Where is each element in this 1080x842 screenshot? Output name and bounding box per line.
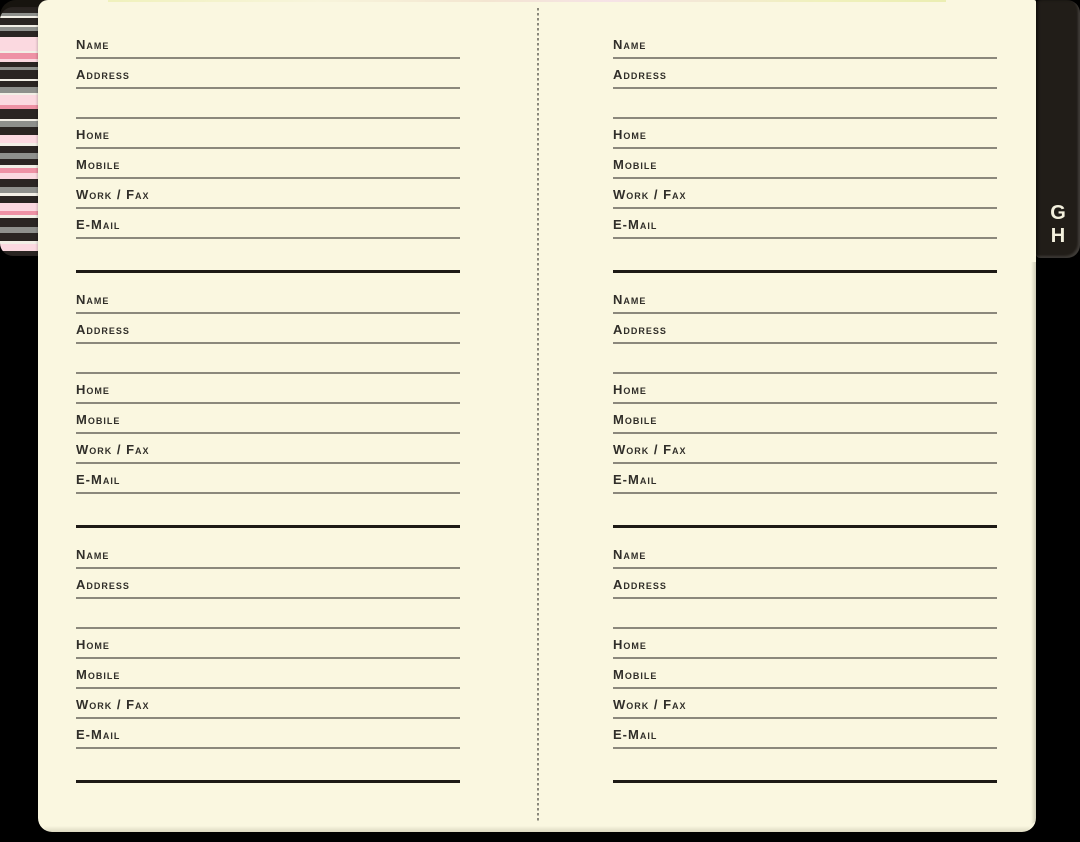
- home-label: Home: [613, 637, 647, 652]
- address-entry: [613, 18, 997, 273]
- work-fax-field-line[interactable]: [76, 434, 460, 464]
- work-fax-label: Work / Fax: [613, 442, 687, 457]
- work-fax-label: Work / Fax: [613, 697, 687, 712]
- name-label: Name: [76, 37, 110, 52]
- name-label: Name: [613, 547, 647, 562]
- address-label: Address: [613, 322, 667, 337]
- mobile-field-line[interactable]: [76, 404, 460, 434]
- work-fax-field-line[interactable]: [613, 434, 997, 464]
- address-entry: [613, 273, 997, 528]
- mobile-label: Mobile: [613, 667, 658, 682]
- home-field-line[interactable]: [613, 119, 997, 149]
- work-fax-label: Work / Fax: [76, 187, 150, 202]
- mobile-field-line[interactable]: [613, 659, 997, 689]
- tab-letter-g: G: [1050, 202, 1066, 224]
- address-label: Address: [613, 577, 667, 592]
- address-continuation-line[interactable]: [613, 344, 997, 374]
- work-fax-field-line[interactable]: [76, 179, 460, 209]
- home-label: Home: [613, 127, 647, 142]
- address-field-line[interactable]: [613, 314, 997, 344]
- mobile-field-line[interactable]: [76, 149, 460, 179]
- home-label: Home: [76, 637, 110, 652]
- page-spread: [38, 0, 1036, 832]
- address-entry: [76, 273, 460, 528]
- email-label: E-Mail: [613, 472, 658, 487]
- address-continuation-line[interactable]: [76, 344, 460, 374]
- tab-letter-h: H: [1050, 225, 1066, 247]
- address-continuation-line[interactable]: [76, 89, 460, 119]
- email-field-line[interactable]: [613, 209, 997, 239]
- address-label: Address: [76, 577, 130, 592]
- email-label: E-Mail: [613, 727, 658, 742]
- address-entry: [613, 528, 997, 783]
- email-field-line[interactable]: [76, 209, 460, 239]
- mobile-field-line[interactable]: [613, 404, 997, 434]
- page-right: [613, 0, 997, 783]
- name-field-line[interactable]: [76, 18, 460, 59]
- address-continuation-line[interactable]: [613, 599, 997, 629]
- mobile-label: Mobile: [76, 157, 121, 172]
- name-label: Name: [76, 292, 110, 307]
- name-label: Name: [76, 547, 110, 562]
- home-label: Home: [76, 382, 110, 397]
- page-left: [76, 0, 460, 783]
- work-fax-label: Work / Fax: [76, 697, 150, 712]
- address-continuation-line[interactable]: [613, 89, 997, 119]
- address-continuation-line[interactable]: [76, 599, 460, 629]
- name-field-line[interactable]: [613, 528, 997, 569]
- work-fax-field-line[interactable]: [613, 179, 997, 209]
- spine-stripe-pattern: [0, 7, 39, 256]
- name-label: Name: [613, 292, 647, 307]
- home-field-line[interactable]: [613, 629, 997, 659]
- home-label: Home: [613, 382, 647, 397]
- index-tab-gh[interactable]: [1036, 0, 1080, 258]
- home-field-line[interactable]: [76, 629, 460, 659]
- name-field-line[interactable]: [76, 273, 460, 314]
- mobile-label: Mobile: [76, 412, 121, 427]
- address-label: Address: [613, 67, 667, 82]
- work-fax-label: Work / Fax: [76, 442, 150, 457]
- mobile-label: Mobile: [613, 157, 658, 172]
- address-field-line[interactable]: [76, 569, 460, 599]
- home-field-line[interactable]: [613, 374, 997, 404]
- email-label: E-Mail: [76, 727, 121, 742]
- name-field-line[interactable]: [76, 528, 460, 569]
- name-field-line[interactable]: [613, 273, 997, 314]
- stitch-gutter-line: [537, 8, 539, 822]
- email-field-line[interactable]: [76, 464, 460, 494]
- entry-divider: [76, 780, 460, 783]
- email-field-line[interactable]: [613, 719, 997, 749]
- home-field-line[interactable]: [76, 119, 460, 149]
- mobile-label: Mobile: [613, 412, 658, 427]
- mobile-field-line[interactable]: [76, 659, 460, 689]
- address-entry: [76, 528, 460, 783]
- email-label: E-Mail: [76, 217, 121, 232]
- address-field-line[interactable]: [613, 59, 997, 89]
- page-edge-shading: [1031, 262, 1036, 824]
- entry-divider: [613, 780, 997, 783]
- address-label: Address: [76, 67, 130, 82]
- address-field-line[interactable]: [76, 59, 460, 89]
- home-label: Home: [76, 127, 110, 142]
- home-field-line[interactable]: [76, 374, 460, 404]
- name-field-line[interactable]: [613, 18, 997, 59]
- work-fax-field-line[interactable]: [76, 689, 460, 719]
- email-field-line[interactable]: [613, 464, 997, 494]
- email-label: E-Mail: [613, 217, 658, 232]
- mobile-label: Mobile: [76, 667, 121, 682]
- address-entry: [76, 18, 460, 273]
- address-field-line[interactable]: [613, 569, 997, 599]
- work-fax-label: Work / Fax: [613, 187, 687, 202]
- email-label: E-Mail: [76, 472, 121, 487]
- mobile-field-line[interactable]: [613, 149, 997, 179]
- email-field-line[interactable]: [76, 719, 460, 749]
- address-field-line[interactable]: [76, 314, 460, 344]
- work-fax-field-line[interactable]: [613, 689, 997, 719]
- name-label: Name: [613, 37, 647, 52]
- address-label: Address: [76, 322, 130, 337]
